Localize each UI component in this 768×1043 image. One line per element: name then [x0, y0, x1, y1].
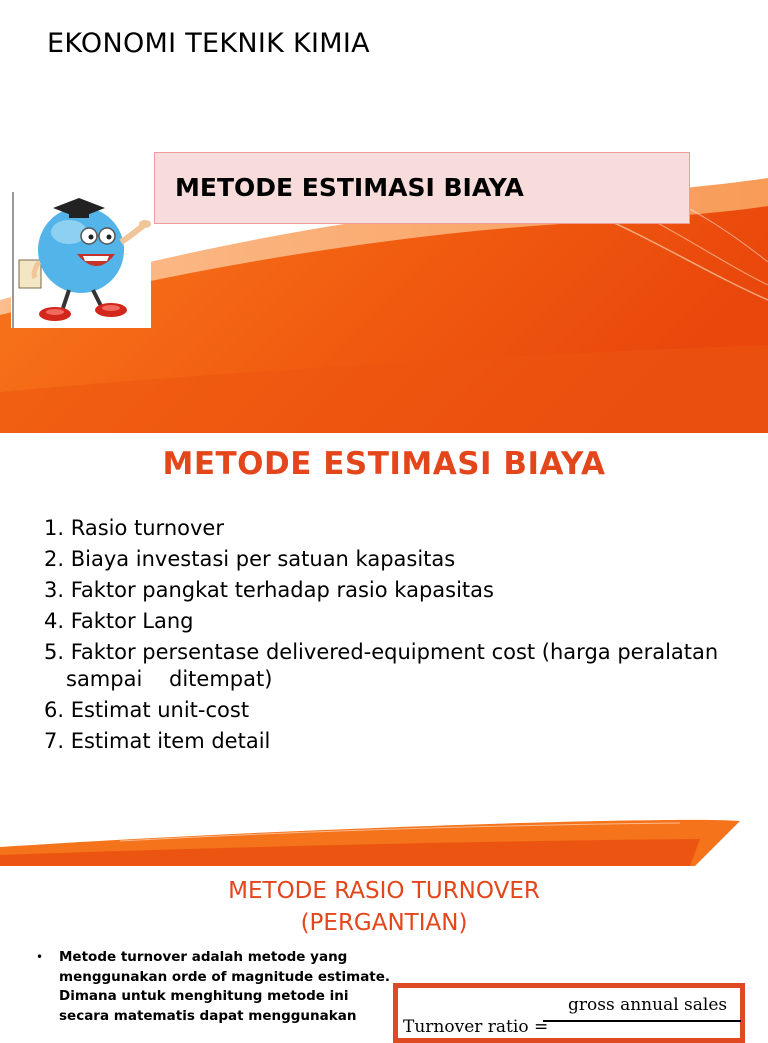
heading-line-2: (PERGANTIAN): [300, 910, 468, 936]
bullet-dot-icon: •: [36, 950, 44, 964]
slide-heading: [0, 875, 768, 939]
slide-heading: METODE ESTIMASI BIAYA: [162, 446, 606, 482]
heading-line-1: METODE RASIO TURNOVER: [228, 878, 540, 904]
fraction-bar: [543, 1020, 741, 1022]
formula-box: [393, 983, 745, 1043]
page-title: EKONOMI TEKNIK KIMIA: [47, 28, 370, 59]
slide-turnover-method: [0, 866, 768, 1037]
paragraph-line: secara matematis dapat menggunakan: [59, 1007, 357, 1024]
list-item: 2. Biaya investasi per satuan kapasitas: [44, 547, 456, 571]
bullet-paragraph: [59, 948, 389, 1026]
methods-list: [44, 513, 718, 757]
subtitle-box: [154, 152, 690, 224]
subtitle-text: METODE ESTIMASI BIAYA: [175, 173, 524, 202]
paragraph-line: Dimana untuk menghitung metode ini: [59, 988, 349, 1004]
list-item: 4. Faktor Lang: [44, 609, 194, 633]
list-item: 5. Faktor persentase delivered-equipment cost (harga peralatan: [44, 640, 719, 664]
formula-lhs: Turnover ratio =: [403, 1017, 549, 1037]
cartoon-mascot-graduate-icon: [11, 192, 151, 328]
list-item: 7. Estimat item detail: [44, 729, 271, 753]
slide-title: [0, 0, 768, 433]
list-item: 1. Rasio turnover: [44, 516, 224, 540]
list-item: 3. Faktor pangkat terhadap rasio kapasitas: [44, 578, 494, 602]
paragraph-line: Metode turnover adalah metode yang: [59, 949, 348, 965]
bottom-orange-swoosh: [0, 803, 768, 866]
list-item: 6. Estimat unit-cost: [44, 698, 250, 722]
list-item-continuation: sampai ditempat): [66, 667, 273, 691]
paragraph-line: menggunakan orde of magnitude estimate.: [59, 968, 391, 985]
slide-methods-list: [0, 433, 768, 866]
mascot-frame: [11, 192, 151, 328]
formula-numerator: gross annual sales: [568, 995, 728, 1015]
